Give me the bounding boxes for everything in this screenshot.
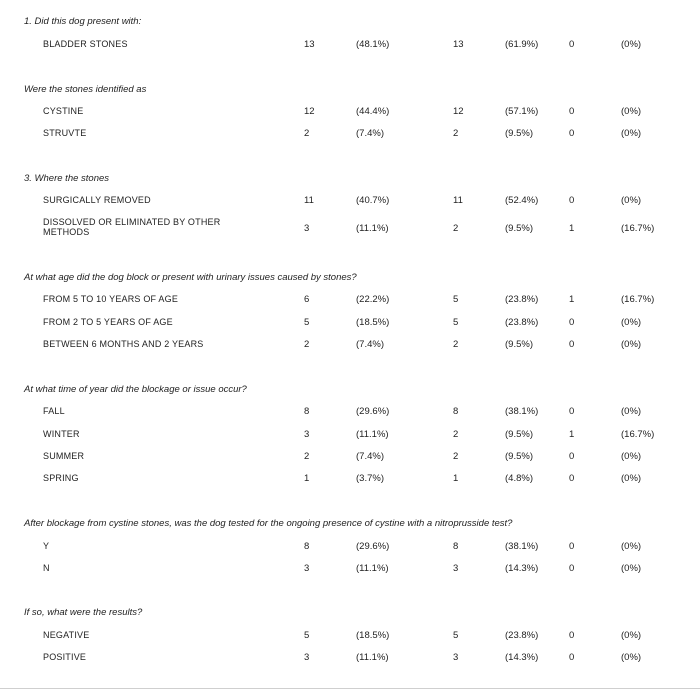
count-col1: 3 <box>304 429 310 440</box>
question-title: 3. Where the stones <box>24 173 110 184</box>
percent-col2: (14.3%) <box>505 652 539 663</box>
percent-col2: (23.8%) <box>505 630 539 641</box>
count-col2: 2 <box>453 429 459 440</box>
count-col2: 11 <box>453 195 463 206</box>
percent-col3: (0%) <box>621 39 642 50</box>
percent-col2: (61.9%) <box>505 39 539 50</box>
count-col3: 0 <box>569 406 575 417</box>
percent-col1: (11.1%) <box>356 223 389 234</box>
percent-col3: (0%) <box>621 652 642 663</box>
count-col1: 2 <box>304 128 310 139</box>
count-col1: 3 <box>304 563 310 574</box>
count-col3: 1 <box>569 223 575 234</box>
question-title: At what age did the dog block or present with urinary issues caused by stones? <box>24 272 357 283</box>
count-col3: 1 <box>569 294 575 305</box>
percent-col1: (7.4%) <box>356 451 384 462</box>
row-label: STRUVTE <box>43 128 87 138</box>
percent-col1: (29.6%) <box>356 541 390 552</box>
row-label: WINTER <box>43 429 80 439</box>
table-row <box>0 652 700 666</box>
question-title: After blockage from cystine stones, was the dog tested for the ongoing presence of cystine with a nitroprusside test? <box>24 518 513 529</box>
table-row <box>0 429 700 443</box>
count-col3: 0 <box>569 39 575 50</box>
percent-col2: (9.5%) <box>505 128 533 139</box>
percent-col3: (0%) <box>621 128 642 139</box>
count-col1: 3 <box>304 223 310 234</box>
count-col1: 5 <box>304 630 310 641</box>
table-row <box>0 106 700 120</box>
percent-col3: (0%) <box>621 563 642 574</box>
percent-col2: (38.1%) <box>505 541 539 552</box>
row-label: FROM 2 TO 5 YEARS OF AGE <box>43 317 173 327</box>
percent-col3: (0%) <box>621 195 642 206</box>
table-row <box>0 317 700 331</box>
question-title: At what time of year did the blockage or issue occur? <box>24 384 247 395</box>
percent-col3: (0%) <box>621 541 642 552</box>
row-label: SURGICALLY REMOVED <box>43 195 151 205</box>
percent-col2: (9.5%) <box>505 451 533 462</box>
table-row <box>0 473 700 487</box>
count-col3: 1 <box>569 429 575 440</box>
percent-col1: (11.1%) <box>356 429 389 440</box>
count-col1: 1 <box>304 473 310 484</box>
percent-col3: (16.7%) <box>621 429 655 440</box>
table-row <box>0 39 700 53</box>
count-col2: 2 <box>453 223 459 234</box>
table-row <box>0 563 700 577</box>
row-label: NEGATIVE <box>43 630 90 640</box>
row-label: SPRING <box>43 473 79 483</box>
count-col1: 5 <box>304 317 310 328</box>
percent-col1: (11.1%) <box>356 652 389 663</box>
table-row <box>0 541 700 555</box>
percent-col3: (0%) <box>621 473 642 484</box>
table-row <box>0 339 700 353</box>
percent-col3: (0%) <box>621 451 642 462</box>
row-label: FALL <box>43 406 65 416</box>
table-row <box>0 128 700 142</box>
count-col1: 12 <box>304 106 315 117</box>
row-label: FROM 5 TO 10 YEARS OF AGE <box>43 294 179 304</box>
row-label: CYSTINE <box>43 106 84 116</box>
percent-col1: (48.1%) <box>356 39 390 50</box>
count-col3: 0 <box>569 630 575 641</box>
percent-col3: (0%) <box>621 406 642 417</box>
count-col3: 0 <box>569 652 575 663</box>
row-label: BETWEEN 6 MONTHS AND 2 YEARS <box>43 339 204 349</box>
percent-col3: (16.7%) <box>621 223 655 234</box>
percent-col2: (38.1%) <box>505 406 539 417</box>
count-col3: 0 <box>569 195 575 206</box>
percent-col1: (3.7%) <box>356 473 384 484</box>
percent-col2: (14.3%) <box>505 563 539 574</box>
row-label: N <box>43 563 50 573</box>
count-col2: 2 <box>453 451 459 462</box>
percent-col2: (4.8%) <box>505 473 533 484</box>
percent-col1: (18.5%) <box>356 630 390 641</box>
percent-col3: (0%) <box>621 630 642 641</box>
percent-col2: (23.8%) <box>505 294 539 305</box>
count-col2: 5 <box>453 294 459 305</box>
count-col1: 2 <box>304 451 310 462</box>
count-col1: 2 <box>304 339 310 350</box>
question-title: 1. Did this dog present with: <box>24 16 142 27</box>
count-col2: 8 <box>453 541 459 552</box>
count-col1: 8 <box>304 406 310 417</box>
question-title: If so, what were the results? <box>24 607 143 618</box>
page-divider <box>0 688 700 689</box>
count-col3: 0 <box>569 451 575 462</box>
count-col2: 13 <box>453 39 464 50</box>
count-col1: 8 <box>304 541 310 552</box>
count-col1: 11 <box>304 195 314 206</box>
table-row <box>0 294 700 308</box>
table-row <box>0 451 700 465</box>
table-row <box>0 195 700 209</box>
percent-col1: (18.5%) <box>356 317 390 328</box>
count-col2: 5 <box>453 630 459 641</box>
percent-col3: (0%) <box>621 339 642 350</box>
count-col3: 0 <box>569 541 575 552</box>
percent-col2: (9.5%) <box>505 223 533 234</box>
percent-col2: (9.5%) <box>505 339 533 350</box>
percent-col3: (16.7%) <box>621 294 655 305</box>
count-col1: 3 <box>304 652 310 663</box>
percent-col1: (44.4%) <box>356 106 390 117</box>
count-col2: 2 <box>453 339 459 350</box>
percent-col1: (22.2%) <box>356 294 390 305</box>
count-col3: 0 <box>569 106 575 117</box>
count-col3: 0 <box>569 473 575 484</box>
percent-col3: (0%) <box>621 317 642 328</box>
count-col2: 5 <box>453 317 459 328</box>
percent-col2: (23.8%) <box>505 317 539 328</box>
table-row <box>0 217 700 239</box>
percent-col1: (29.6%) <box>356 406 390 417</box>
percent-col1: (7.4%) <box>356 339 384 350</box>
row-label: SUMMER <box>43 451 85 461</box>
row-label: Y <box>43 541 50 551</box>
count-col3: 0 <box>569 563 575 574</box>
count-col2: 12 <box>453 106 464 117</box>
row-label-continued: METHODS <box>43 227 90 237</box>
percent-col2: (57.1%) <box>505 106 539 117</box>
percent-col1: (7.4%) <box>356 128 384 139</box>
percent-col2: (52.4%) <box>505 195 539 206</box>
count-col2: 8 <box>453 406 459 417</box>
count-col2: 2 <box>453 128 459 139</box>
row-label: BLADDER STONES <box>43 39 128 49</box>
question-title: Were the stones identified as <box>24 84 147 95</box>
percent-col3: (0%) <box>621 106 642 117</box>
table-row <box>0 630 700 644</box>
count-col2: 3 <box>453 652 459 663</box>
percent-col2: (9.5%) <box>505 429 533 440</box>
row-label: POSITIVE <box>43 652 87 662</box>
count-col1: 6 <box>304 294 310 305</box>
percent-col1: (40.7%) <box>356 195 390 206</box>
count-col2: 3 <box>453 563 459 574</box>
row-label: DISSOLVED OR ELIMINATED BY OTHER <box>43 217 221 227</box>
count-col3: 0 <box>569 339 575 350</box>
count-col3: 0 <box>569 128 575 139</box>
count-col2: 1 <box>453 473 459 484</box>
count-col1: 13 <box>304 39 315 50</box>
count-col3: 0 <box>569 317 575 328</box>
table-row <box>0 406 700 420</box>
percent-col1: (11.1%) <box>356 563 389 574</box>
